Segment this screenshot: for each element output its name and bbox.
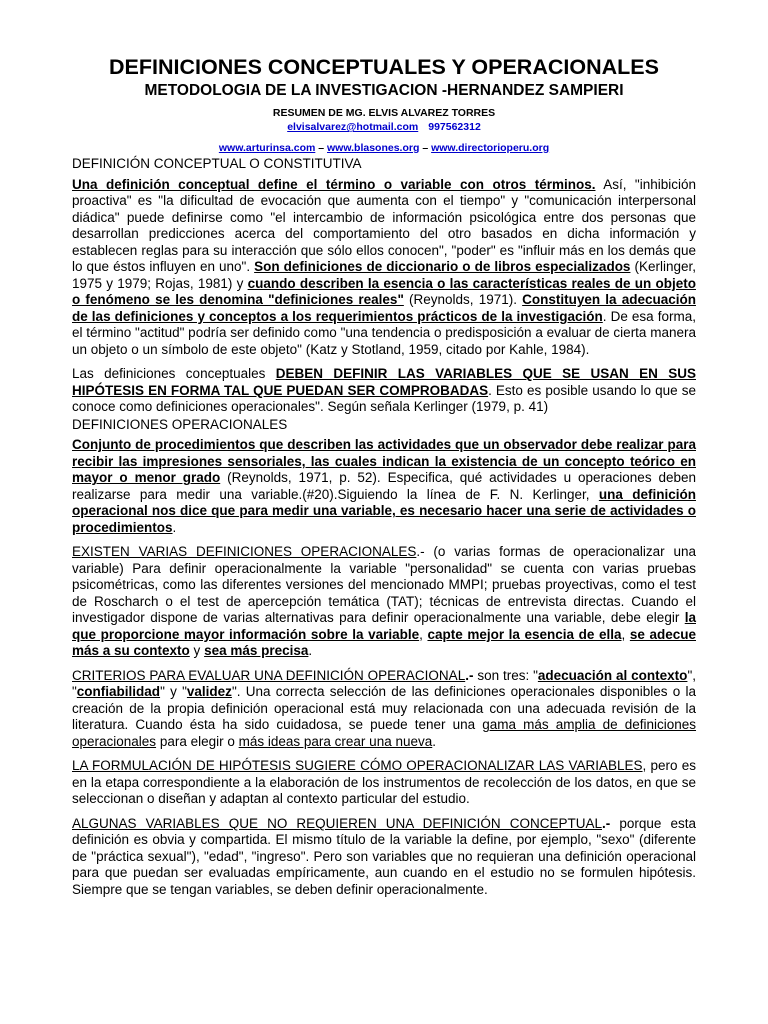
author-line: RESUMEN DE MG. ELVIS ALVAREZ TORRES xyxy=(272,107,496,120)
paragraph-hypothesis-formulation xyxy=(72,758,696,808)
emphasis-text: DEBEN DEFINIR LAS VARIABLES QUE SE USAN EN SUS HIPÓTESIS EN FORMA TAL QUE PUEDAN SER COMPROBADAS xyxy=(72,366,696,398)
paragraph-conceptual-definition xyxy=(72,177,696,359)
emphasis-text: sea más precisa xyxy=(204,643,309,659)
body-text: (Reynolds, 1971, p. 52). Especifica, qué actividades u operaciones deben realizarse para medir una variable.(#20).Siguiendo la línea de F. N. Kerlinger, xyxy=(72,470,697,502)
emphasis-text: Constituyen la adecuación de las definiciones y conceptos a los requerimientos prácticos de la investigación xyxy=(72,292,696,324)
emphasis-text: Conjunto de procedimientos que describen las actividades que un observador debe realizar para recibir las impresiones sensoriales, las cuales indican la existencia de un concepto teórico en mayor o menor grado xyxy=(72,437,696,486)
body-text: . xyxy=(432,733,437,749)
body-text: porque esta definición es obvia y compartida. El mismo título de la variable la define, por ejemplo, "sexo" (diferente de "práctica sexual"), "edad", "ingreso". Pero son variables que no requieran una definición operacional para que puedan ser evaluadas empíricamente, aun cuando en el estudio no se formulen hipótesis. Siempre que se tengan variables, se deben definir operacionalmente. xyxy=(72,815,696,897)
emphasis-text: gama más amplia de definiciones operacionales xyxy=(72,717,697,749)
body-text: . Esto es posible usando lo que se conoce como definiciones operacionales". Según señala Kerlinger (1979, p. 41) xyxy=(72,382,697,415)
link-separator: – xyxy=(419,141,432,154)
paragraph-several-definitions xyxy=(72,544,696,660)
email-link[interactable]: elvisalvarez@hotmail.com xyxy=(287,121,419,134)
section-heading-conceptual: DEFINICIÓN CONCEPTUAL O CONSTITUTIVA xyxy=(72,156,362,172)
emphasis-text: Una definición conceptual define el término o variable con otros términos. xyxy=(72,176,596,192)
body-text: para elegir o xyxy=(156,733,239,749)
emphasis-text: adecuación al contexto xyxy=(537,667,688,683)
paragraph-variables-without-definition xyxy=(72,816,696,899)
emphasis-text: la que proporcione mayor información sobre la variable xyxy=(72,610,696,642)
body-text: Así, "inhibición proactiva" es "la dificultad de evocación que aumenta con el tiempo" y "comunicación interpersonal diádica" puede definirse como "el intercambio de información psicológica entre dos personas que desarrollan predicciones acerca del comportamiento del otro basados en dicha información y establecen reglas para su interacción que sólo ellos conocen", "poder" es "influir más en los demás que lo que éstos influyen en uno". xyxy=(72,176,697,275)
body-text: . xyxy=(308,643,313,659)
body-text: . De esa forma, el término "actitud" podría ser definido como "una tendencia o predisposición a evaluar de cierta manera un objeto o un símbolo de este objeto" (Katz y Stotland, 1959, citado por Kahle, 1984). xyxy=(72,308,696,357)
body-text: ", " xyxy=(72,667,696,700)
website-link-blasones[interactable]: www.blasones.org xyxy=(327,141,420,154)
emphasis-text: CRITERIOS PARA EVALUAR UNA DEFINICIÓN OPERACIONAL xyxy=(72,667,466,683)
body-text: . xyxy=(172,519,177,535)
emphasis-text: se adecue más a su contexto xyxy=(72,626,696,659)
body-text: .- (o varias formas de operacionalizar una variable) Para definir operacionalmente la variable "personalidad" se cuenta con varias pruebas psicométricas, como las diferentes versiones del mencionado MMPI; pruebas proyectivas, como el test de Roscharch o el test de apercepción temática (TAT); técnicas de entrevista directas. Cuando el investigador dispone de varias alternativas para definir operacionalmente una variable, debe elegir xyxy=(72,544,696,626)
body-text: (Kerlinger, 1975 y 1979; Rojas, 1981) y xyxy=(72,259,697,291)
body-text: , pero es en la etapa correspondiente a la elaboración de los instrumentos de recolección de los datos, en que se seleccionan o diseñan y adaptan al contexto particular del estudio. xyxy=(72,758,696,807)
body-text: Las definiciones conceptuales xyxy=(72,366,276,382)
document-subtitle: METODOLOGIA DE LA INVESTIGACION -HERNANDEZ SAMPIERI xyxy=(144,81,624,99)
phone-number: 997562312 xyxy=(428,121,481,134)
website-links xyxy=(72,142,696,156)
body-text: , xyxy=(621,626,630,642)
emphasis-text: ALGUNAS VARIABLES QUE NO REQUIEREN UNA DEFINICIÓN CONCEPTUAL xyxy=(72,815,602,831)
website-link-directorioperu[interactable]: www.directorioperu.org xyxy=(431,141,550,154)
website-link-arturinsa[interactable]: www.arturinsa.com xyxy=(218,141,316,154)
emphasis-text: confiabilidad xyxy=(76,684,161,700)
body-text: , xyxy=(419,626,428,642)
document-title: DEFINICIONES CONCEPTUALES Y OPERACIONALES xyxy=(109,55,659,79)
paragraph-operational-definition xyxy=(72,437,696,536)
body-text: " y " xyxy=(160,684,187,700)
contact-line xyxy=(72,121,696,135)
emphasis-text: validez xyxy=(186,684,232,700)
link-separator: – xyxy=(315,141,328,154)
paragraph-evaluation-criteria xyxy=(72,668,696,751)
body-text: .- xyxy=(602,815,611,831)
emphasis-text: más ideas para crear una nueva xyxy=(238,733,433,749)
emphasis-text: capte mejor la esencia de ella xyxy=(427,626,622,642)
emphasis-text: una definición operacional nos dice que para medir una variable, es necesario hacer una serie de actividades o procedimientos xyxy=(72,486,696,535)
emphasis-text: EXISTEN VARIAS DEFINICIONES OPERACIONALES xyxy=(72,544,417,560)
body-text: ". Una correcta selección de las definiciones operacionales disponibles o la creación de la propia definición operacional está muy relacionada con una adecuada revisión de la literatura. Cuando ésta ha sido cuidadosa, se puede tener una xyxy=(72,684,696,733)
paragraph-conceptual-hypotheses xyxy=(72,366,696,416)
emphasis-text: LA FORMULACIÓN DE HIPÓTESIS SUGIERE CÓMO OPERACIONALIZAR LAS VARIABLES xyxy=(72,758,643,774)
emphasis-text: cuando describen la esencia o las características reales de un objeto o fenómeno se les denomina "definiciones reales" xyxy=(72,275,696,308)
body-text: (Reynolds, 1971). xyxy=(403,292,523,308)
body-text: y xyxy=(189,643,205,659)
section-heading-operational: DEFINICIONES OPERACIONALES xyxy=(72,416,288,432)
body-text: son tres: " xyxy=(473,667,538,683)
emphasis-text: Son definiciones de diccionario o de libros especializados xyxy=(254,259,631,275)
body-text: .- xyxy=(465,667,474,683)
